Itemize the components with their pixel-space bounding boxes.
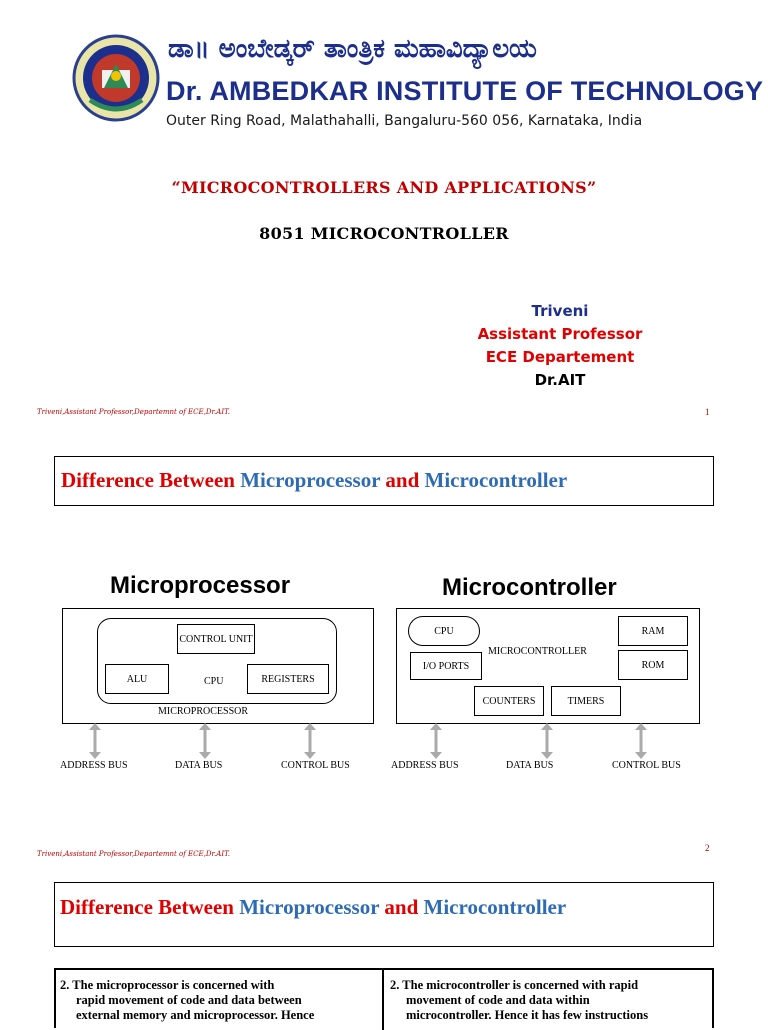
title-part-and: and [379,895,424,919]
microprocessor-caption: MICROPROCESSOR [158,706,249,717]
data-bus-label: DATA BUS [175,760,223,771]
alu-box: ALU [105,664,169,694]
microprocessor-cell-line-1: 2. The microprocessor is concerned with [60,978,275,992]
institute-name: Dr. AMBEDKAR INSTITUTE OF TECHNOLOGY [166,76,764,106]
comparison-table [54,968,714,1028]
title-part-difference: Difference Between [61,468,241,492]
mc-control-bus-label: CONTROL BUS [612,760,681,771]
timers-box: TIMERS [551,686,621,716]
cpu-label: CPU [204,676,224,687]
microcontroller-cell-line-2: movement of code and data within [406,993,590,1007]
mc-cpu-box: CPU [408,616,480,646]
institute-kannada-name: ಡಾ॥ ಅಂಬೇಡ್ಕರ್ ತಾಂತ್ರಿಕ ಮಹಾವಿದ್ಯಾಲಯ [168,34,537,64]
slide-title-box [54,882,714,947]
page-number: 2 [705,843,710,853]
mc-address-bus-label: ADDRESS BUS [391,760,459,771]
io-ports-box: I/O PORTS [410,652,482,680]
title-part-microcontroller: Microcontroller [424,468,568,492]
slide-title [60,895,566,920]
topic-title: 8051 MICROCONTROLLER [259,224,509,243]
microprocessor-cell-line-2: rapid movement of code and data between [76,993,302,1007]
control-bus-label: CONTROL BUS [281,760,350,771]
microprocessor-title: Microprocessor [110,572,291,599]
slide-footer: Triveni,Assistant Professor,Departemnt of ECE,Dr.AIT. [37,408,230,416]
microcontroller-cell-line-3: microcontroller. Hence it has few instructions [406,1008,649,1022]
title-part-and: and [380,468,425,492]
address-bus-label: ADDRESS BUS [60,760,128,771]
slide-title [61,468,567,493]
title-part-microcontroller: Microcontroller [423,895,567,919]
control-unit-box: CONTROL UNIT [177,624,255,654]
title-part-microprocessor: Microprocessor [240,468,381,492]
author-name: Triveni [531,302,589,320]
subject-title: “MICROCONTROLLERS AND APPLICATIONS” [171,178,597,197]
microprocessor-bus-arrows [62,722,372,762]
microcontroller-cell-line-1: 2. The microcontroller is concerned with rapid [390,978,639,992]
title-part-difference: Difference Between [60,895,240,919]
table-divider [382,970,384,1030]
author-designation: Assistant Professor [477,325,643,343]
microcontroller-caption: MICROCONTROLLER [488,646,587,657]
microcontroller-title: Microcontroller [442,574,617,601]
slide-title-box [54,456,714,506]
title-part-microprocessor: Microprocessor [239,895,380,919]
counters-box: COUNTERS [474,686,544,716]
institute-address: Outer Ring Road, Malathahalli, Bangaluru-560 056, Karnataka, India [166,113,643,129]
rom-box: ROM [618,650,688,680]
page-number: 1 [705,407,710,417]
author-department: ECE Departement [485,348,635,366]
ram-box: RAM [618,616,688,646]
mc-data-bus-label: DATA BUS [506,760,554,771]
registers-box: REGISTERS [247,664,329,694]
college-logo [72,34,160,122]
slide-footer: Triveni,Assistant Professor,Departemnt of ECE,Dr.AIT. [37,850,230,858]
author-college: Dr.AIT [534,371,586,389]
microprocessor-cell-line-3: external memory and microprocessor. Hence [76,1008,315,1022]
left-cell-top [56,970,382,972]
microcontroller-bus-arrows [396,722,698,762]
